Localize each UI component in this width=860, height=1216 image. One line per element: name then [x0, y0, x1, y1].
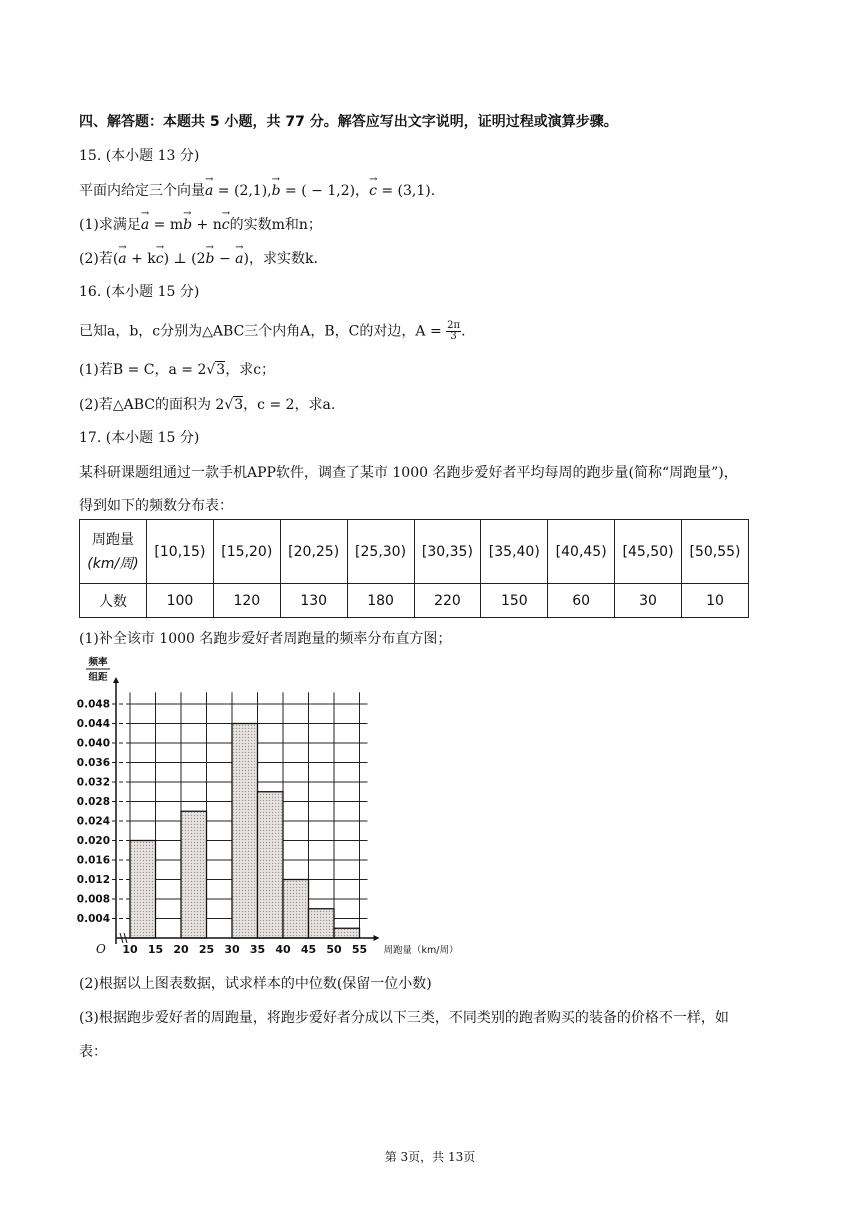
histogram-bar	[283, 880, 309, 939]
table-cell: [20,25)	[280, 520, 347, 584]
table-header-cell: 周跑量 (km/周)	[80, 520, 147, 584]
origin-label: O	[96, 942, 106, 956]
y-tick-label: 0.012	[76, 874, 110, 886]
x-tick-label: 10	[122, 943, 138, 956]
q16-part2: (2)若△ABC的面积为 2√3，c = 2，求a.	[79, 397, 336, 413]
x-tick-label: 45	[300, 943, 317, 956]
table-cell: 10	[682, 584, 749, 618]
y-axis-label-bottom: 组距	[88, 672, 108, 683]
frequency-table	[79, 519, 749, 618]
x-tick-label: 35	[249, 943, 266, 956]
table-cell: [50,55)	[682, 520, 749, 584]
table-header-cell: 人数	[80, 584, 147, 618]
x-tick-label: 40	[275, 943, 291, 956]
y-tick-label: 0.008	[76, 893, 110, 906]
section-heading: 四、解答题：本题共 5 小题，共 77 分。解答应写出文字说明，证明过程或演算步骤。	[79, 114, 618, 130]
q15-part1: (1)求满足→ a = m→ b + n→ c的实数m和n；	[79, 215, 322, 235]
table-cell: [35,40)	[481, 520, 548, 584]
table-cell: [25,30)	[347, 520, 414, 584]
table-cell: [45,50)	[615, 520, 682, 584]
q15-part2: (2)若(→ a + k→ c) ⊥ (2→ b − → a)，求实数k.	[79, 249, 318, 269]
table-cell: [40,45)	[548, 520, 615, 584]
table-cell: [10,15)	[147, 520, 214, 584]
frequency-histogram	[76, 652, 496, 962]
q15-stem: 平面内给定三个向量→ a = (2,1),→ b = ( − 1,2)，→ c = (3,1).	[79, 181, 435, 201]
x-tick-label: 20	[173, 943, 189, 956]
q15-header: 15. (本小题 13 分)	[79, 148, 200, 164]
fraction: $\frac{2\pi}{3}$	[447, 320, 461, 342]
table-cell: 120	[213, 584, 280, 618]
q17-stem-line1: 某科研课题组通过一款手机APP软件，调查了某市 1000 名跑步爱好者平均每周的跑步量(简称“周跑量”)，	[79, 465, 738, 481]
q17-part1: (1)补全该市 1000 名跑步爱好者周跑量的频率分布直方图；	[79, 631, 452, 647]
table-cell: [30,35)	[414, 520, 481, 584]
q16-stem: 已知a，b，c分别为△ABC三个内角A，B，C的对边，A = $\frac{2\pi}{3}$ .	[79, 320, 466, 342]
y-tick-label: 0.016	[76, 854, 110, 867]
y-tick-label: 0.032	[76, 776, 110, 789]
q17-part3-line2: 表：	[79, 1044, 107, 1060]
y-tick-label: 0.020	[76, 835, 110, 847]
y-tick-label: 0.048	[76, 698, 110, 711]
vector-b: → b	[272, 181, 281, 201]
table-cell: 180	[347, 584, 414, 618]
table-cell: 220	[414, 584, 481, 618]
q16-part1: (1)若B = C，a = 2√3，求c；	[79, 362, 276, 378]
y-tick-label: 0.024	[76, 815, 110, 828]
table-cell: 30	[615, 584, 682, 618]
table-row	[80, 584, 749, 618]
table-cell: 130	[280, 584, 347, 618]
histogram-bar	[130, 841, 156, 939]
x-tick-label: 25	[198, 943, 215, 956]
x-tick-label: 15	[147, 943, 164, 956]
vector-c: → c	[369, 181, 377, 201]
table-cell: 60	[548, 584, 615, 618]
q16-header: 16. (本小题 15 分)	[79, 284, 200, 300]
vector-a: → a	[205, 181, 213, 201]
histogram-bar	[258, 792, 284, 938]
x-tick-label: 30	[224, 943, 240, 956]
x-tick-label: 50	[326, 943, 342, 956]
x-tick-label: 55	[351, 943, 368, 956]
q17-part3-line1: (3)根据跑步爱好者的周跑量，将跑步爱好者分成以下三类，不同类别的跑者购买的装备的价格不一样，如	[79, 1010, 729, 1026]
x-axis-arrow-icon	[374, 935, 380, 941]
q17-header: 17. (本小题 15 分)	[79, 430, 200, 446]
table-cell: 100	[147, 584, 214, 618]
table-cell: [15,20)	[213, 520, 280, 584]
table-row	[80, 520, 749, 584]
page-footer: 第 3页，共 13页	[384, 1150, 476, 1164]
y-tick-label: 0.044	[76, 718, 110, 730]
q17-stem-line2: 得到如下的频数分布表：	[79, 498, 233, 514]
q17-part2: (2)根据以上图表数据，试求样本的中位数(保留一位小数)	[79, 976, 432, 992]
histogram-bar	[181, 811, 207, 938]
histogram-bar	[309, 909, 335, 938]
y-tick-label: 0.004	[76, 913, 110, 925]
x-axis-label: 周跑量（km/周）	[383, 945, 459, 956]
y-tick-label: 0.040	[76, 737, 110, 750]
y-tick-label: 0.036	[76, 757, 110, 769]
histogram-bar	[334, 928, 360, 938]
y-tick-label: 0.028	[76, 796, 110, 808]
y-axis-label-top: 频率	[88, 657, 108, 668]
histogram-bar	[232, 724, 258, 939]
y-axis-arrow-icon	[113, 677, 119, 683]
table-cell: 150	[481, 584, 548, 618]
